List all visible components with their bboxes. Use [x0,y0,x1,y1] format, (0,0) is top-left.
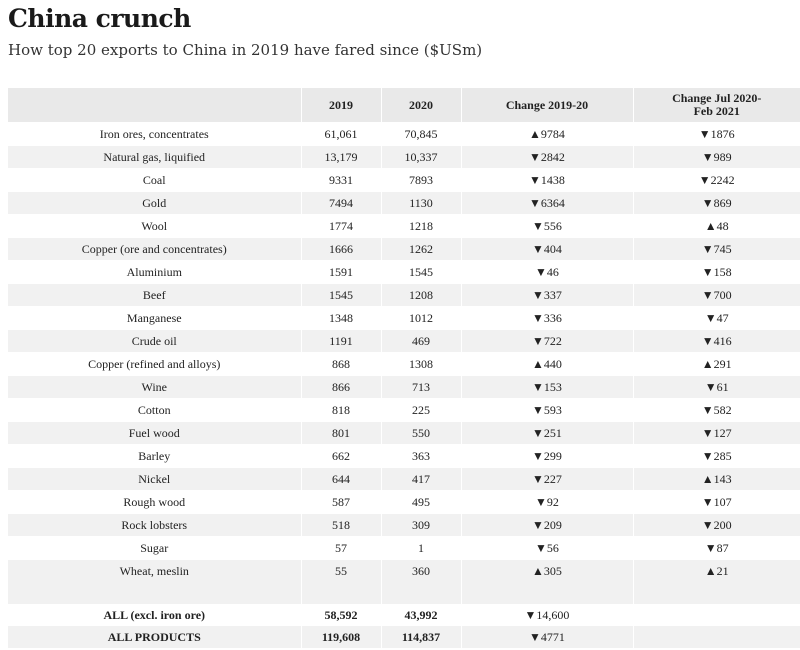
value-2019-cell: 801 [301,422,381,445]
change-jul20-feb21-cell: ▼127 [633,422,800,445]
product-name-cell: Gold [8,192,301,215]
change-jul20-feb21-cell: ▼107 [633,491,800,514]
change-jul20-feb21-cell: ▼1876 [633,123,800,146]
total-change-jul20-feb21-cell [633,604,800,626]
product-name-cell: Aluminium [8,261,301,284]
change-2019-20-cell: ▲440 [461,353,633,376]
value-2019-cell: 61,061 [301,123,381,146]
change-2019-20-cell: ▼722 [461,330,633,353]
spacer-cell [8,582,301,604]
table-row [8,330,800,353]
change-2019-20-cell: ▼46 [461,261,633,284]
table-total-row [8,604,800,626]
column-header-2019: 2019 [301,88,381,123]
value-2019-cell: 1591 [301,261,381,284]
change-jul20-feb21-cell: ▼87 [633,537,800,560]
table-total-row [8,626,800,648]
change-jul20-feb21-cell: ▲291 [633,353,800,376]
total-change-jul20-feb21-cell [633,626,800,648]
product-name-cell: Cotton [8,399,301,422]
value-2020-cell: 225 [381,399,461,422]
value-2020-cell: 10,337 [381,146,461,169]
table-row [8,353,800,376]
change-jul20-feb21-cell: ▼416 [633,330,800,353]
change-jul20-feb21-cell: ▲21 [633,560,800,583]
product-name-cell: Natural gas, liquified [8,146,301,169]
table-row [8,215,800,238]
change-2019-20-cell: ▼404 [461,238,633,261]
value-2019-cell: 1774 [301,215,381,238]
total-product-name-cell: ALL PRODUCTS [8,626,301,648]
change-jul20-feb21-cell: ▼61 [633,376,800,399]
change-jul20-feb21-cell: ▼869 [633,192,800,215]
change-2019-20-cell: ▼209 [461,514,633,537]
change-jul20-feb21-cell: ▼582 [633,399,800,422]
product-name-cell: Manganese [8,307,301,330]
table-row [8,123,800,146]
table-body [8,123,800,649]
column-header-change-jul20-feb21 [633,88,800,123]
change-2019-20-cell: ▲9784 [461,123,633,146]
table-row [8,261,800,284]
change-2019-20-cell: ▼2842 [461,146,633,169]
change-2019-20-cell: ▼593 [461,399,633,422]
value-2020-cell: 1545 [381,261,461,284]
product-name-cell: Fuel wood [8,422,301,445]
table-header-row [8,88,800,123]
product-name-cell: Coal [8,169,301,192]
change-2019-20-cell: ▼227 [461,468,633,491]
table-row [8,307,800,330]
table-row [8,491,800,514]
value-2019-cell: 662 [301,445,381,468]
change-2019-20-cell: ▲305 [461,560,633,583]
table-row [8,445,800,468]
table-row [8,537,800,560]
product-name-cell: Iron ores, concentrates [8,123,301,146]
total-change-2019-20-cell: ▼14,600 [461,604,633,626]
value-2020-cell: 1262 [381,238,461,261]
table-spacer-row [8,582,800,604]
page-title: China crunch [8,4,191,33]
value-2020-cell: 1308 [381,353,461,376]
value-2020-cell: 1218 [381,215,461,238]
column-header-product [8,88,301,123]
value-2020-cell: 360 [381,560,461,583]
table-row [8,468,800,491]
change-2019-20-cell: ▼56 [461,537,633,560]
product-name-cell: Wheat, meslin [8,560,301,583]
page-subtitle: How top 20 exports to China in 2019 have fared since ($USm) [8,41,483,59]
value-2020-cell: 363 [381,445,461,468]
value-2019-cell: 866 [301,376,381,399]
change-2019-20-cell: ▼251 [461,422,633,445]
value-2020-cell: 417 [381,468,461,491]
change-jul20-feb21-cell: ▼989 [633,146,800,169]
column-header-2020: 2020 [381,88,461,123]
change-2019-20-cell: ▼153 [461,376,633,399]
change-jul20-feb21-cell: ▼47 [633,307,800,330]
value-2019-cell: 1348 [301,307,381,330]
table-row [8,514,800,537]
value-2019-cell: 587 [301,491,381,514]
product-name-cell: Sugar [8,537,301,560]
change-2019-20-cell: ▼299 [461,445,633,468]
exports-table [8,88,800,648]
value-2020-cell: 1 [381,537,461,560]
change-2019-20-cell: ▼336 [461,307,633,330]
product-name-cell: Barley [8,445,301,468]
value-2019-cell: 13,179 [301,146,381,169]
change-jul20-feb21-cell: ▼700 [633,284,800,307]
change-jul20-feb21-cell: ▼2242 [633,169,800,192]
product-name-cell: Beef [8,284,301,307]
spacer-cell [381,582,461,604]
value-2020-cell: 713 [381,376,461,399]
total-change-2019-20-cell: ▼4771 [461,626,633,648]
value-2019-cell: 1191 [301,330,381,353]
table-row [8,399,800,422]
table-row [8,146,800,169]
product-name-cell: Rock lobsters [8,514,301,537]
table-row [8,192,800,215]
table-row [8,376,800,399]
table-row [8,284,800,307]
value-2020-cell: 1208 [381,284,461,307]
total-value-2019-cell: 119,608 [301,626,381,648]
value-2019-cell: 1666 [301,238,381,261]
total-value-2020-cell: 114,837 [381,626,461,648]
table-row [8,238,800,261]
value-2020-cell: 1130 [381,192,461,215]
value-2020-cell: 550 [381,422,461,445]
total-value-2019-cell: 58,592 [301,604,381,626]
change-jul20-feb21-cell: ▼158 [633,261,800,284]
value-2020-cell: 1012 [381,307,461,330]
value-2020-cell: 495 [381,491,461,514]
spacer-cell [633,582,800,604]
total-product-name-cell: ALL (excl. iron ore) [8,604,301,626]
value-2019-cell: 55 [301,560,381,583]
table-row [8,169,800,192]
value-2019-cell: 7494 [301,192,381,215]
product-name-cell: Wine [8,376,301,399]
value-2019-cell: 644 [301,468,381,491]
product-name-cell: Crude oil [8,330,301,353]
product-name-cell: Rough wood [8,491,301,514]
product-name-cell: Copper (refined and alloys) [8,353,301,376]
total-value-2020-cell: 43,992 [381,604,461,626]
product-name-cell: Copper (ore and concentrates) [8,238,301,261]
value-2020-cell: 70,845 [381,123,461,146]
change-jul20-feb21-cell: ▼200 [633,514,800,537]
value-2019-cell: 9331 [301,169,381,192]
value-2020-cell: 7893 [381,169,461,192]
value-2020-cell: 309 [381,514,461,537]
column-header-change-jul20-feb21-label: Change Jul 2020-Feb 2021 [672,91,762,118]
spacer-cell [461,582,633,604]
value-2020-cell: 469 [381,330,461,353]
change-2019-20-cell: ▼556 [461,215,633,238]
value-2019-cell: 818 [301,399,381,422]
value-2019-cell: 57 [301,537,381,560]
change-jul20-feb21-cell: ▲48 [633,215,800,238]
change-2019-20-cell: ▼6364 [461,192,633,215]
product-name-cell: Nickel [8,468,301,491]
change-2019-20-cell: ▼92 [461,491,633,514]
spacer-cell [301,582,381,604]
change-2019-20-cell: ▼1438 [461,169,633,192]
change-jul20-feb21-cell: ▼285 [633,445,800,468]
change-jul20-feb21-cell: ▼745 [633,238,800,261]
change-2019-20-cell: ▼337 [461,284,633,307]
value-2019-cell: 1545 [301,284,381,307]
table-row [8,560,800,583]
value-2019-cell: 518 [301,514,381,537]
table-row [8,422,800,445]
product-name-cell: Wool [8,215,301,238]
column-header-change-2019-20: Change 2019-20 [461,88,633,123]
change-jul20-feb21-cell: ▲143 [633,468,800,491]
value-2019-cell: 868 [301,353,381,376]
